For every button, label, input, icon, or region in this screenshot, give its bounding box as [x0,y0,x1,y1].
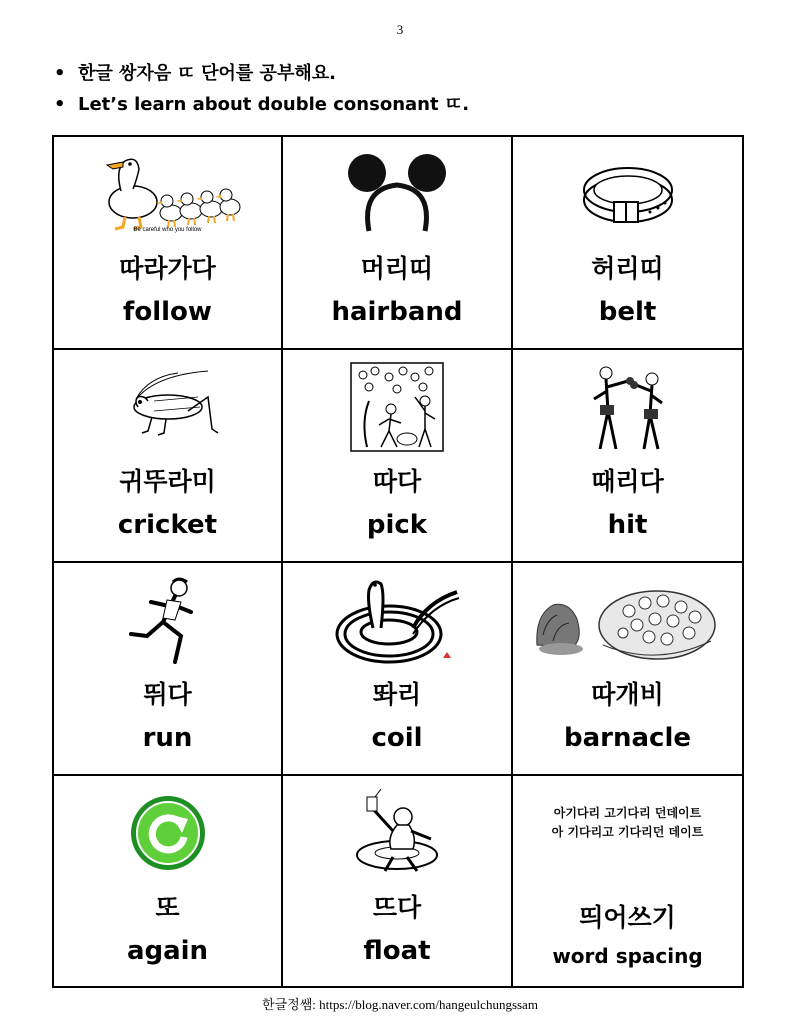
card-float [283,776,513,987]
spacing-example [513,804,742,842]
card-coil [283,563,513,776]
english-word: again [126,936,209,966]
korean-word: 뜨다 [372,893,422,922]
english-word: follow [123,297,212,327]
card-again [54,776,283,987]
korean-word: 따개비 [591,680,664,709]
english-word: float [363,936,431,966]
english-word: hairband [331,297,463,327]
instruction-english: • Let’s learn about double consonant ㄸ. [52,89,469,120]
korean-word: 때리다 [591,467,664,496]
card-barnacle [513,563,742,776]
english-word: word spacing [552,944,703,968]
page-number: 3 [396,22,404,37]
barnacle-icon [513,569,742,671]
spacing-example-line-2: 아 기다리고 기다리던 데이트 [551,825,704,839]
korean-word: 따라가다 [119,254,216,283]
korean-word: 똬리 [372,680,422,709]
picking-apples-icon [283,356,511,458]
coiled-snake-icon [283,569,511,671]
english-word: hit [607,510,648,540]
cricket-icon [54,356,281,458]
boxers-icon [513,356,742,458]
footer-credit: 한글정쌤: https://blog.naver.com/hangeulchungssam [262,997,538,1012]
english-word: belt [598,297,657,327]
card-hit [513,350,742,563]
card-belt [513,137,742,350]
korean-word: 또 [155,893,180,922]
korean-word: 따다 [372,467,422,496]
korean-word: 뛰다 [143,680,192,709]
belt-icon [513,143,742,245]
vocabulary-grid [52,135,744,988]
ducks-caption: Be careful who you follow [133,227,202,233]
english-word: cricket [117,510,218,540]
english-word: run [142,723,193,753]
card-follow [54,137,283,350]
floating-man-icon [283,782,511,884]
english-word: barnacle [564,723,691,753]
korean-word: 머리띠 [360,254,434,283]
card-word-spacing [513,776,742,987]
korean-word: 귀뚜라미 [119,467,216,496]
korean-word: 띄어쓰기 [579,903,676,932]
korean-word: 허리띠 [591,254,664,283]
green-repeat-icon [54,782,281,884]
instructions-list [52,58,469,120]
card-hairband [283,137,513,350]
runner-icon [54,569,281,671]
spacing-example-line-1: 아기다리 고기다리 던데이트 [553,806,702,820]
english-word: coil [371,723,423,753]
instruction-korean: • 한글 쌍자음 ㄸ 단어를 공부해요. [52,58,469,89]
mouse-ears-hairband-icon [283,143,511,245]
card-run [54,563,283,776]
card-cricket [54,350,283,563]
card-pick [283,350,513,563]
english-word: pick [366,510,428,540]
